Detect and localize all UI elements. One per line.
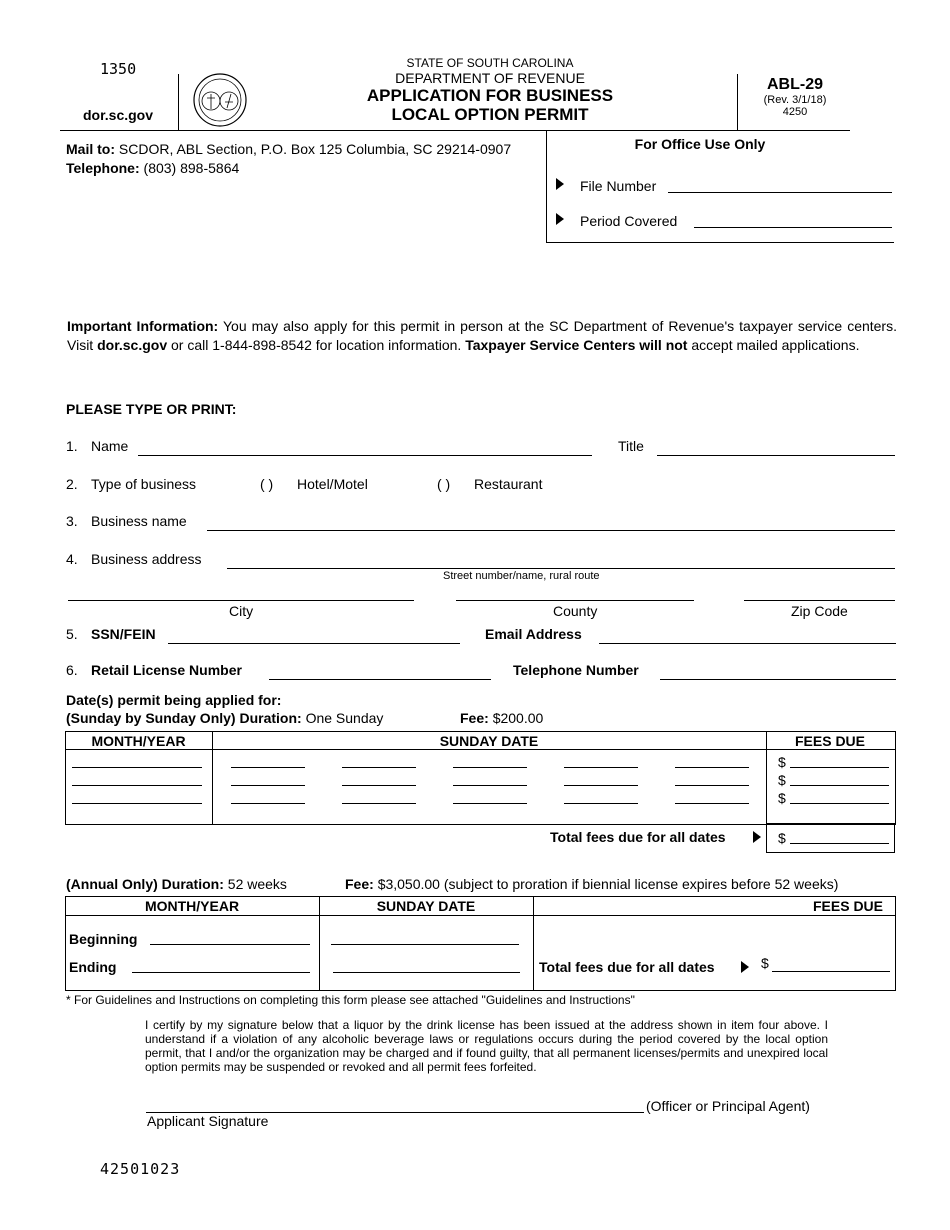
certify-text: I certify by my signature below that a liquor by the drink license has been issued at the address shown in item four above. I understand if a violation of any alcoholic beverage laws or regulations occurs during the period covered by the local option permit, that I and/or the organization may be charged and if found guilty, that all permanent licenses/permits and unexpired local option permits may be suspended or revoked and all permit fees forfeited. [145,1018,828,1074]
annual-total-input[interactable] [772,971,890,972]
annual-duration-line [66,876,287,892]
department-name: DEPARTMENT OF REVENUE [395,70,585,86]
item-number: 3. [66,513,78,529]
sunday-fee-line [460,710,543,726]
name-input[interactable] [138,455,592,456]
zip-input[interactable] [744,600,895,601]
duration-value: 52 weeks [227,876,287,892]
sunday-date-input[interactable] [342,785,416,786]
office-use-title: For Office Use Only [634,136,766,152]
dollar-sign: $ [778,790,786,806]
sunday-total-label: Total fees due for all dates [550,829,726,845]
annual-total-label: Total fees due for all dates [539,959,715,975]
ssn-label: SSN/FEIN [91,626,156,642]
sunday-date-input[interactable] [564,785,638,786]
hotel-label: Hotel/Motel [297,476,368,492]
annual-header-rule [65,915,895,916]
month-year-input[interactable] [72,767,202,768]
file-number-label: File Number [580,178,657,194]
important-text2: or call 1-844-898-8542 for location information. [171,337,462,353]
hotel-checkbox[interactable]: ( ) [260,476,274,492]
arrow-icon [556,178,564,190]
header-divider-left [178,74,179,130]
sunday-header-rule [65,749,895,750]
business-address-label: Business address [91,551,202,567]
sunday-col-date: SUNDAY DATE [439,733,539,749]
item-number: 6. [66,662,78,678]
form-revision: (Rev. 3/1/18) [763,94,827,106]
sunday-duration-line [66,710,383,726]
business-name-input[interactable] [207,530,895,531]
retail-input[interactable] [269,679,491,680]
important-label: Important Information: [67,318,219,334]
period-covered-label: Period Covered [580,213,678,229]
sunday-col-month: MONTH/YEAR [91,733,186,749]
state-name: STATE OF SOUTH CAROLINA [406,56,574,70]
sunday-col-fees: FEES DUE [794,733,865,749]
street-caption: Street number/name, rural route [443,570,600,582]
type-business-label: Type of business [91,476,197,492]
important-text3: accept mailed applications. [691,337,860,353]
phone-line [66,160,239,176]
important-site: dor.sc.gov [97,337,168,353]
email-label: Email Address [485,626,582,642]
annual-col-month: MONTH/YEAR [144,898,240,914]
restaurant-checkbox[interactable]: ( ) [437,476,451,492]
arrow-icon [556,213,564,225]
period-covered-line[interactable] [694,227,892,228]
important-info [67,317,897,355]
beginning-label: Beginning [69,931,138,947]
fee-due-input[interactable] [790,785,889,786]
dates-label: Date(s) permit being applied for: [66,692,282,708]
email-input[interactable] [599,643,896,644]
month-year-input[interactable] [72,785,202,786]
retail-label: Retail License Number [91,662,242,678]
telephone-label: Telephone Number [513,662,639,678]
sunday-date-input[interactable] [675,767,749,768]
file-number-line[interactable] [668,192,892,193]
form-title-line2: LOCAL OPTION PERMIT [391,105,589,124]
form-code-top: 1350 [100,60,137,78]
sunday-date-input[interactable] [453,767,527,768]
website: dor.sc.gov [83,107,154,123]
annual-fee-line [345,876,838,892]
state-seal-icon [192,72,248,128]
ending-label: Ending [69,959,117,975]
beginning-date-input[interactable] [331,944,519,945]
month-year-input[interactable] [72,803,202,804]
fee-value: $3,050.00 (subject to proration if biennial license expires before 52 weeks) [377,876,839,892]
form-title-line1: APPLICATION FOR BUSINESS [366,86,614,105]
sunday-date-input[interactable] [675,785,749,786]
street-input[interactable] [227,568,895,569]
fee-due-input[interactable] [790,803,889,804]
sunday-date-input[interactable] [453,785,527,786]
signature-label: Applicant Signature [147,1113,269,1129]
item-number: 2. [66,476,78,492]
important-text1: You may also apply for this permit in person at the SC Department of Revenue's taxpayer service centers. Visit [67,318,897,353]
header-rule [60,130,850,131]
header-divider-right [737,74,738,130]
city-caption: City [229,603,254,619]
duration-label: (Sunday by Sunday Only) Duration: [66,710,302,726]
arrow-icon [741,961,749,973]
fee-value: $200.00 [492,710,544,726]
item-number: 5. [66,626,78,642]
sunday-date-input[interactable] [564,803,638,804]
sunday-total-input[interactable] [790,843,889,844]
mail-line [66,141,511,157]
phone-label: Telephone: [66,160,140,176]
annual-col-fees: FEES DUE [812,898,883,914]
duration-label: (Annual Only) Duration: [66,876,224,892]
title-input[interactable] [657,455,895,456]
ssn-input[interactable] [168,643,460,644]
officer-label: (Officer or Principal Agent) [646,1098,810,1114]
sunday-date-input[interactable] [675,803,749,804]
duration-value: One Sunday [305,710,384,726]
sunday-date-input[interactable] [342,803,416,804]
zip-caption: Zip Code [791,603,848,619]
fee-label: Fee: [345,876,374,892]
phone-number: (803) 898-5864 [143,160,240,176]
item-number: 1. [66,438,78,454]
barcode-number: 42501023 [100,1160,181,1178]
sunday-date-input[interactable] [342,767,416,768]
sunday-date-input[interactable] [453,803,527,804]
sunday-date-input[interactable] [564,767,638,768]
telephone-input[interactable] [660,679,896,680]
form-id: ABL-29 [766,76,823,93]
item-number: 4. [66,551,78,567]
fee-due-input[interactable] [790,767,889,768]
ending-month-input[interactable] [132,972,310,973]
ending-date-input[interactable] [333,972,520,973]
fee-label: Fee: [460,710,489,726]
business-name-label: Business name [91,513,187,529]
county-caption: County [553,603,598,619]
restaurant-label: Restaurant [474,476,543,492]
arrow-icon [753,831,761,843]
title-label: Title [618,438,644,454]
mail-address: SCDOR, ABL Section, P.O. Box 125 Columbia, SC 29214-0907 [118,141,512,157]
dollar-sign: $ [761,955,769,971]
please-type: PLEASE TYPE OR PRINT: [66,401,237,417]
name-label: Name [91,438,129,454]
annual-col-date: SUNDAY DATE [376,898,476,914]
dollar-sign: $ [778,830,786,846]
dollar-sign: $ [778,772,786,788]
sunday-date-input[interactable] [231,803,305,804]
county-input[interactable] [456,600,694,601]
beginning-month-input[interactable] [150,944,310,945]
mail-label: Mail to: [66,141,115,157]
dollar-sign: $ [778,754,786,770]
form-number: 4250 [782,106,808,118]
city-input[interactable] [68,600,414,601]
guidelines-note: * For Guidelines and Instructions on completing this form please see attached "Guidelines and Instructions" [66,993,635,1007]
office-box-bottom [546,242,894,243]
sunday-date-input[interactable] [231,785,305,786]
sunday-date-input[interactable] [231,767,305,768]
important-bold-end: Taxpayer Service Centers will not [465,337,688,353]
